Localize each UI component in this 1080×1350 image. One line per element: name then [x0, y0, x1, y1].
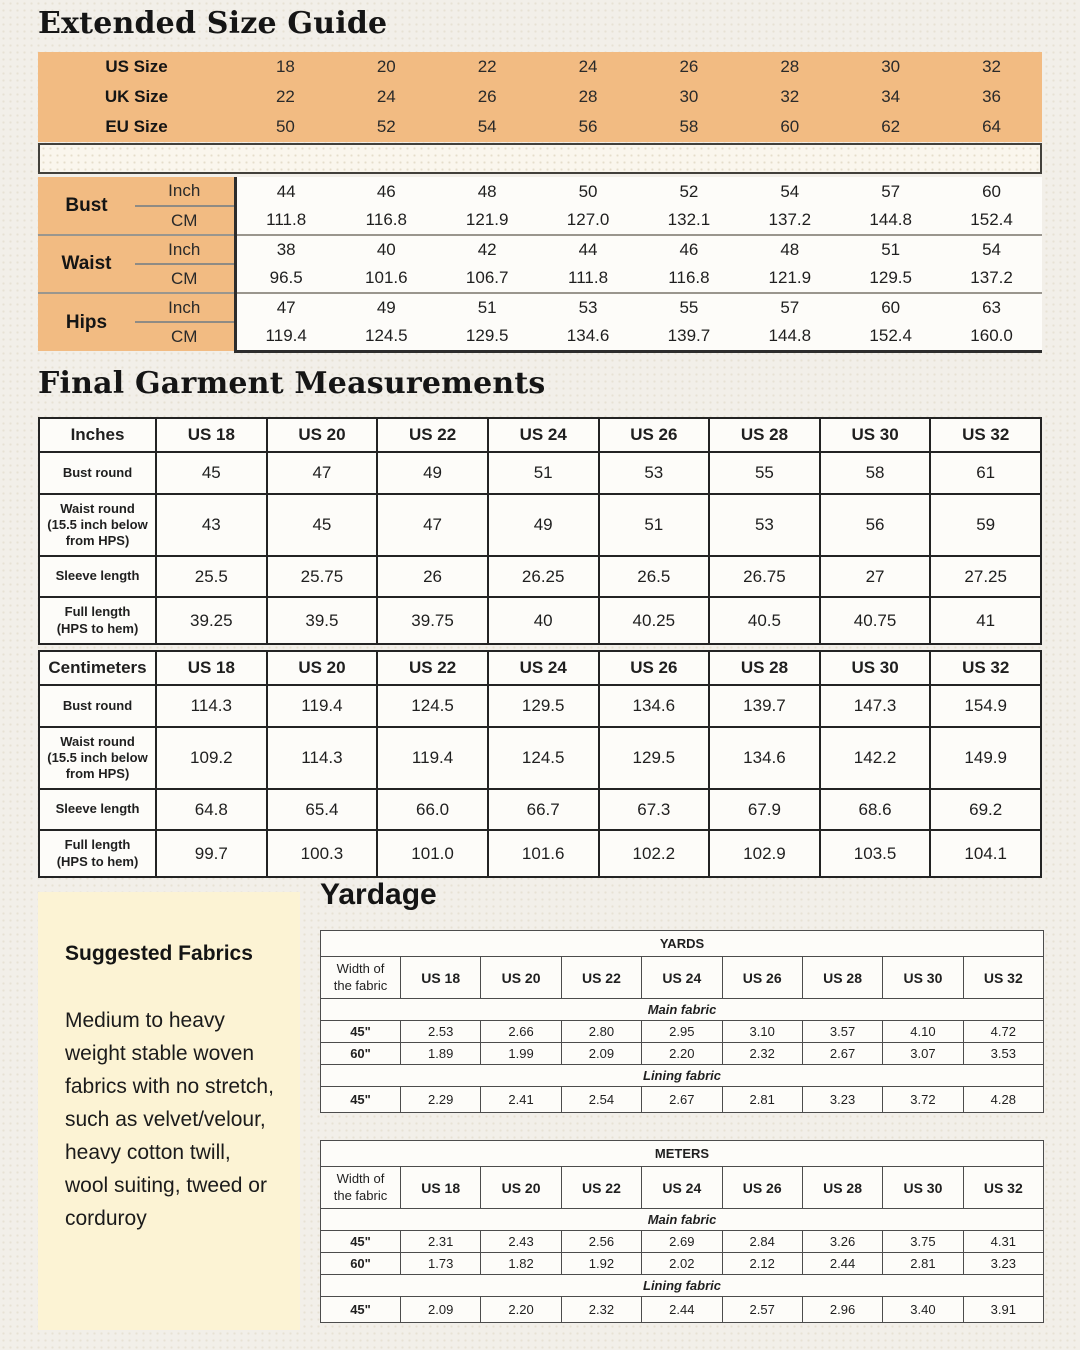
row-label: Bust round: [39, 452, 156, 494]
measurement-cell: 154.9: [930, 685, 1041, 727]
measurement-cell: 116.8: [336, 206, 437, 235]
row-label: Waist round (15.5 inch below from HPS): [39, 727, 156, 789]
measurement-cell: 45: [267, 494, 378, 556]
table-row: [39, 556, 1041, 597]
yardage-cell: 2.84: [722, 1231, 802, 1253]
measurement-cell: 65.4: [267, 789, 378, 830]
measurement-cell: 134.6: [538, 322, 639, 351]
row-label: Sleeve length: [39, 789, 156, 830]
size-column-header: US 26: [722, 957, 802, 999]
measurement-cell: 40: [336, 235, 437, 264]
size-column-header: US 20: [267, 651, 378, 685]
measurement-cell: 45: [156, 452, 267, 494]
table-row: [321, 1021, 1044, 1043]
measurement-cell: 60: [941, 177, 1042, 206]
measurement-cell: 39.5: [267, 597, 378, 644]
measurement-cell: 46: [336, 177, 437, 206]
table-row: [321, 1231, 1044, 1253]
measurement-cell: 38: [235, 235, 336, 264]
measurement-cell: 52: [639, 177, 740, 206]
yardage-cell: 3.26: [802, 1231, 882, 1253]
row-label: Full length (HPS to hem): [39, 830, 156, 877]
size-column-header: US 20: [267, 418, 378, 452]
row-label: 60": [321, 1253, 401, 1275]
measurement-cell: 60: [840, 293, 941, 322]
measurement-cell: 49: [336, 293, 437, 322]
size-column-header: US 26: [599, 418, 710, 452]
measurement-cell: 129.5: [488, 685, 599, 727]
measurement-cell: 40.25: [599, 597, 710, 644]
measurement-cell: 46: [639, 235, 740, 264]
measurement-cell: 134.6: [709, 727, 820, 789]
section-label: Hips: [38, 293, 135, 351]
measurement-cell: 124.5: [336, 322, 437, 351]
yardage-table-meters: [320, 1140, 1044, 1323]
measurement-cell: 142.2: [820, 727, 931, 789]
lining-fabric-label: Lining fabric: [321, 1275, 1044, 1297]
section-label: Bust: [38, 177, 135, 235]
row-label: 60": [321, 1043, 401, 1065]
size-column-header: US 18: [401, 1167, 481, 1209]
row-label: EU Size: [105, 117, 168, 136]
width-of-fabric-header: Width of the fabric: [321, 1167, 401, 1209]
size-value-cell: 36: [982, 87, 1002, 106]
measurement-cell: 139.7: [709, 685, 820, 727]
measurement-cell: 137.2: [739, 206, 840, 235]
measurement-cell: 27: [820, 556, 931, 597]
measurement-cell: 102.9: [709, 830, 820, 877]
measurement-cell: 25.5: [156, 556, 267, 597]
width-of-fabric-header: Width of the fabric: [321, 957, 401, 999]
table-row: [39, 494, 1041, 556]
measurement-cell: 49: [488, 494, 599, 556]
row-label: 45": [321, 1231, 401, 1253]
yardage-cell: 2.32: [722, 1043, 802, 1065]
size-column-header: US 30: [820, 418, 931, 452]
yardage-cell: 4.28: [963, 1087, 1043, 1113]
measurement-cell: 53: [709, 494, 820, 556]
measurement-cell: 26: [377, 556, 488, 597]
measurement-cell: 51: [488, 452, 599, 494]
size-column-header: US 18: [401, 957, 481, 999]
measurement-cell: 114.3: [156, 685, 267, 727]
measurement-cell: 119.4: [235, 322, 336, 351]
measurement-cell: 63: [941, 293, 1042, 322]
size-value-cell: 62: [881, 117, 901, 136]
yardage-cell: 2.80: [561, 1021, 641, 1043]
size-column-header: US 26: [722, 1167, 802, 1209]
section-row: [321, 1209, 1044, 1231]
table-row: [38, 322, 1042, 351]
size-value-cell: 32: [982, 57, 1002, 76]
table-row: [38, 206, 1042, 235]
measurement-cell: 40: [488, 597, 599, 644]
measurement-cell: 99.7: [156, 830, 267, 877]
main-fabric-label: Main fabric: [321, 999, 1044, 1021]
row-label: Bust round: [39, 685, 156, 727]
yardage-cell: 4.31: [963, 1231, 1043, 1253]
lining-fabric-label: Lining fabric: [321, 1065, 1044, 1087]
size-column-header: US 22: [377, 651, 488, 685]
measurement-cell: 66.0: [377, 789, 488, 830]
measurement-cell: 67.9: [709, 789, 820, 830]
measurement-cell: 121.9: [437, 206, 538, 235]
table-row: [38, 112, 1042, 142]
measurement-cell: 127.0: [538, 206, 639, 235]
yardage-cell: 2.44: [642, 1297, 722, 1323]
measurement-cell: 132.1: [639, 206, 740, 235]
size-column-header: US 28: [802, 957, 882, 999]
yardage-cell: 2.20: [642, 1043, 722, 1065]
size-value-cell: 18: [275, 57, 295, 76]
measurement-cell: 116.8: [639, 264, 740, 293]
measurement-cell: 119.4: [377, 727, 488, 789]
size-value-cell: 22: [477, 57, 497, 76]
table-row: [321, 1087, 1044, 1113]
table-row: [38, 82, 1042, 112]
yardage-cell: 4.72: [963, 1021, 1043, 1043]
unit-label: Inch: [135, 177, 235, 206]
yardage-cell: 1.92: [561, 1253, 641, 1275]
measurement-cell: 137.2: [941, 264, 1042, 293]
body-measurements-table: [38, 177, 1042, 353]
row-label: 45": [321, 1087, 401, 1113]
yardage-cell: 3.23: [802, 1087, 882, 1113]
measurement-cell: 114.3: [267, 727, 378, 789]
table-row: [39, 830, 1041, 877]
size-column-header: US 24: [488, 651, 599, 685]
measurement-cell: 152.4: [941, 206, 1042, 235]
measurement-cell: 129.5: [599, 727, 710, 789]
size-column-header: US 30: [883, 957, 963, 999]
measurement-cell: 160.0: [941, 322, 1042, 351]
table-row: [38, 235, 1042, 264]
measurement-cell: 59: [930, 494, 1041, 556]
measurement-cell: 61: [930, 452, 1041, 494]
yardage-cell: 3.75: [883, 1231, 963, 1253]
measurement-cell: 144.8: [739, 322, 840, 351]
yardage-cell: 2.41: [481, 1087, 561, 1113]
size-column-header: US 22: [561, 957, 641, 999]
row-label: US Size: [105, 57, 168, 76]
size-value-cell: 26: [679, 57, 699, 76]
size-value-cell: 30: [679, 87, 699, 106]
measurement-cell: 68.6: [820, 789, 931, 830]
yardage-cell: 3.40: [883, 1297, 963, 1323]
unit-header: Centimeters: [39, 651, 156, 685]
size-value-cell: 28: [780, 57, 800, 76]
measurement-cell: 56: [820, 494, 931, 556]
unit-header: Inches: [39, 418, 156, 452]
yardage-cell: 1.99: [481, 1043, 561, 1065]
size-value-cell: 24: [578, 57, 598, 76]
measurement-cell: 57: [739, 293, 840, 322]
measurement-cell: 58: [820, 452, 931, 494]
yardage-cell: 3.23: [963, 1253, 1043, 1275]
table-header-row: [39, 651, 1041, 685]
table-row: [321, 1297, 1044, 1323]
size-column-header: US 32: [963, 957, 1043, 999]
measurement-cell: 101.6: [488, 830, 599, 877]
yardage-cell: 2.67: [642, 1087, 722, 1113]
measurement-cell: 39.75: [377, 597, 488, 644]
measurement-cell: 47: [267, 452, 378, 494]
table-row: [39, 597, 1041, 644]
measurement-cell: 69.2: [930, 789, 1041, 830]
measurement-cell: 48: [437, 177, 538, 206]
yardage-cell: 2.29: [401, 1087, 481, 1113]
table-row: [39, 452, 1041, 494]
measurement-cell: 96.5: [235, 264, 336, 293]
measurement-cell: 53: [538, 293, 639, 322]
measurement-cell: 101.6: [336, 264, 437, 293]
yardage-cell: 2.43: [481, 1231, 561, 1253]
measurement-cell: 43: [156, 494, 267, 556]
measurement-cell: 103.5: [820, 830, 931, 877]
table-row: [321, 1043, 1044, 1065]
empty-divider-row: [38, 143, 1042, 174]
table-row: [38, 52, 1042, 82]
measurement-cell: 42: [437, 235, 538, 264]
suggested-fabrics-panel: [38, 892, 300, 1330]
size-value-cell: 30: [881, 57, 901, 76]
table-row: [39, 727, 1041, 789]
size-column-header: US 24: [488, 418, 599, 452]
yardage-cell: 2.09: [561, 1043, 641, 1065]
yardage-cell: 3.10: [722, 1021, 802, 1043]
garment-table-inches: [38, 417, 1042, 645]
yardage-cell: 1.82: [481, 1253, 561, 1275]
measurement-cell: 26.25: [488, 556, 599, 597]
size-column-header: US 28: [709, 651, 820, 685]
size-conversion-table: [38, 52, 1042, 142]
measurement-cell: 39.25: [156, 597, 267, 644]
measurement-cell: 139.7: [639, 322, 740, 351]
measurement-cell: 66.7: [488, 789, 599, 830]
measurement-cell: 124.5: [377, 685, 488, 727]
measurement-cell: 109.2: [156, 727, 267, 789]
table-row: [38, 264, 1042, 293]
section-row: [321, 1275, 1044, 1297]
size-column-header: US 18: [156, 418, 267, 452]
size-column-header: US 32: [930, 651, 1041, 685]
unit-label: Inch: [135, 235, 235, 264]
measurement-cell: 40.5: [709, 597, 820, 644]
yardage-cell: 2.44: [802, 1253, 882, 1275]
size-value-cell: 22: [275, 87, 295, 106]
yards-table-title: YARDS: [321, 931, 1044, 957]
yardage-cell: 2.95: [642, 1021, 722, 1043]
suggested-fabrics-text: Medium to heavy weight stable woven fabrics with no stretch, such as velvet/velour, heavy cotton twill, wool suiting, tweed or corduroy: [65, 1009, 274, 1230]
yardage-cell: 2.02: [642, 1253, 722, 1275]
size-value-cell: 54: [477, 117, 497, 136]
main-fabric-label: Main fabric: [321, 1209, 1044, 1231]
measurement-cell: 54: [941, 235, 1042, 264]
row-label: UK Size: [104, 87, 169, 106]
size-value-cell: 56: [578, 117, 598, 136]
size-value-cell: 32: [780, 87, 800, 106]
measurement-cell: 51: [599, 494, 710, 556]
measurement-cell: 119.4: [267, 685, 378, 727]
size-value-cell: 52: [376, 117, 396, 136]
table-row: [39, 685, 1041, 727]
measurement-cell: 134.6: [599, 685, 710, 727]
unit-label: CM: [135, 264, 235, 293]
section-row: [321, 999, 1044, 1021]
yardage-cell: 2.09: [401, 1297, 481, 1323]
yardage-cell: 2.32: [561, 1297, 641, 1323]
measurement-cell: 106.7: [437, 264, 538, 293]
table-row: [39, 789, 1041, 830]
size-column-header: US 30: [883, 1167, 963, 1209]
yardage-cell: 2.54: [561, 1087, 641, 1113]
measurement-cell: 124.5: [488, 727, 599, 789]
measurement-cell: 49: [377, 452, 488, 494]
measurement-cell: 41: [930, 597, 1041, 644]
size-column-header: US 20: [481, 1167, 561, 1209]
table-header-row: [321, 1167, 1044, 1209]
size-value-cell: 24: [376, 87, 396, 106]
yardage-title: Yardage: [320, 878, 437, 911]
table-title-row: [321, 1141, 1044, 1167]
row-label: 45": [321, 1021, 401, 1043]
table-row: [321, 1253, 1044, 1275]
measurement-cell: 51: [437, 293, 538, 322]
garment-measurements-title: Final Garment Measurements: [38, 366, 546, 401]
size-column-header: US 18: [156, 651, 267, 685]
measurement-cell: 44: [235, 177, 336, 206]
meters-table-title: METERS: [321, 1141, 1044, 1167]
size-value-cell: 34: [881, 87, 901, 106]
table-header-row: [321, 957, 1044, 999]
size-column-header: US 22: [561, 1167, 641, 1209]
measurement-cell: 101.0: [377, 830, 488, 877]
size-value-cell: 58: [679, 117, 699, 136]
measurement-cell: 54: [739, 177, 840, 206]
size-column-header: US 32: [963, 1167, 1043, 1209]
measurement-cell: 26.75: [709, 556, 820, 597]
measurement-cell: 67.3: [599, 789, 710, 830]
row-label: Full length (HPS to hem): [39, 597, 156, 644]
size-column-header: US 32: [930, 418, 1041, 452]
size-value-cell: 28: [578, 87, 598, 106]
yardage-cell: 2.57: [722, 1297, 802, 1323]
yardage-cell: 1.73: [401, 1253, 481, 1275]
yardage-cell: 2.31: [401, 1231, 481, 1253]
row-label: 45": [321, 1297, 401, 1323]
yardage-cell: 1.89: [401, 1043, 481, 1065]
measurement-cell: 102.2: [599, 830, 710, 877]
measurement-cell: 44: [538, 235, 639, 264]
size-value-cell: 26: [477, 87, 497, 106]
yardage-cell: 2.66: [481, 1021, 561, 1043]
size-column-header: US 28: [709, 418, 820, 452]
measurement-cell: 152.4: [840, 322, 941, 351]
measurement-cell: 129.5: [840, 264, 941, 293]
table-title-row: [321, 931, 1044, 957]
size-column-header: US 20: [481, 957, 561, 999]
measurement-cell: 144.8: [840, 206, 941, 235]
yardage-cell: 2.81: [722, 1087, 802, 1113]
measurement-cell: 111.8: [538, 264, 639, 293]
row-label: Waist round (15.5 inch below from HPS): [39, 494, 156, 556]
measurement-cell: 40.75: [820, 597, 931, 644]
yardage-cell: 3.07: [883, 1043, 963, 1065]
yardage-cell: 2.96: [802, 1297, 882, 1323]
suggested-fabrics-title: Suggested Fabrics: [65, 942, 253, 965]
measurement-cell: 51: [840, 235, 941, 264]
table-header-row: [39, 418, 1041, 452]
section-label: Waist: [38, 235, 135, 293]
size-column-header: US 22: [377, 418, 488, 452]
size-value-cell: 50: [275, 117, 295, 136]
measurement-cell: 100.3: [267, 830, 378, 877]
measurement-cell: 55: [639, 293, 740, 322]
size-guide-title: Extended Size Guide: [38, 6, 388, 41]
measurement-cell: 50: [538, 177, 639, 206]
size-column-header: US 26: [599, 651, 710, 685]
unit-label: CM: [135, 206, 235, 235]
measurement-cell: 27.25: [930, 556, 1041, 597]
measurement-cell: 149.9: [930, 727, 1041, 789]
yardage-table-yards: [320, 930, 1044, 1113]
measurement-cell: 47: [377, 494, 488, 556]
measurement-cell: 121.9: [739, 264, 840, 293]
yardage-cell: 2.53: [401, 1021, 481, 1043]
yardage-cell: 3.53: [963, 1043, 1043, 1065]
measurement-cell: 47: [235, 293, 336, 322]
yardage-cell: 2.81: [883, 1253, 963, 1275]
size-value-cell: 60: [780, 117, 800, 136]
measurement-cell: 147.3: [820, 685, 931, 727]
measurement-cell: 48: [739, 235, 840, 264]
section-row: [321, 1065, 1044, 1087]
yardage-cell: 2.56: [561, 1231, 641, 1253]
yardage-cell: 2.69: [642, 1231, 722, 1253]
garment-table-centimeters: [38, 650, 1042, 878]
unit-label: Inch: [135, 293, 235, 322]
row-label: Sleeve length: [39, 556, 156, 597]
measurement-cell: 25.75: [267, 556, 378, 597]
measurement-cell: 104.1: [930, 830, 1041, 877]
size-column-header: US 30: [820, 651, 931, 685]
size-column-header: US 24: [642, 957, 722, 999]
yardage-cell: 3.57: [802, 1021, 882, 1043]
measurement-cell: 55: [709, 452, 820, 494]
yardage-cell: 2.20: [481, 1297, 561, 1323]
measurement-cell: 26.5: [599, 556, 710, 597]
yardage-cell: 2.67: [802, 1043, 882, 1065]
size-column-header: US 28: [802, 1167, 882, 1209]
measurement-cell: 111.8: [235, 206, 336, 235]
size-value-cell: 64: [982, 117, 1002, 136]
yardage-cell: 3.72: [883, 1087, 963, 1113]
measurement-cell: 53: [599, 452, 710, 494]
size-value-cell: 20: [376, 57, 396, 76]
unit-label: CM: [135, 322, 235, 351]
yardage-cell: 2.12: [722, 1253, 802, 1275]
table-row: [38, 177, 1042, 206]
yardage-cell: 4.10: [883, 1021, 963, 1043]
measurement-cell: 129.5: [437, 322, 538, 351]
yardage-cell: 3.91: [963, 1297, 1043, 1323]
size-column-header: US 24: [642, 1167, 722, 1209]
measurement-cell: 57: [840, 177, 941, 206]
table-row: [38, 293, 1042, 322]
measurement-cell: 64.8: [156, 789, 267, 830]
